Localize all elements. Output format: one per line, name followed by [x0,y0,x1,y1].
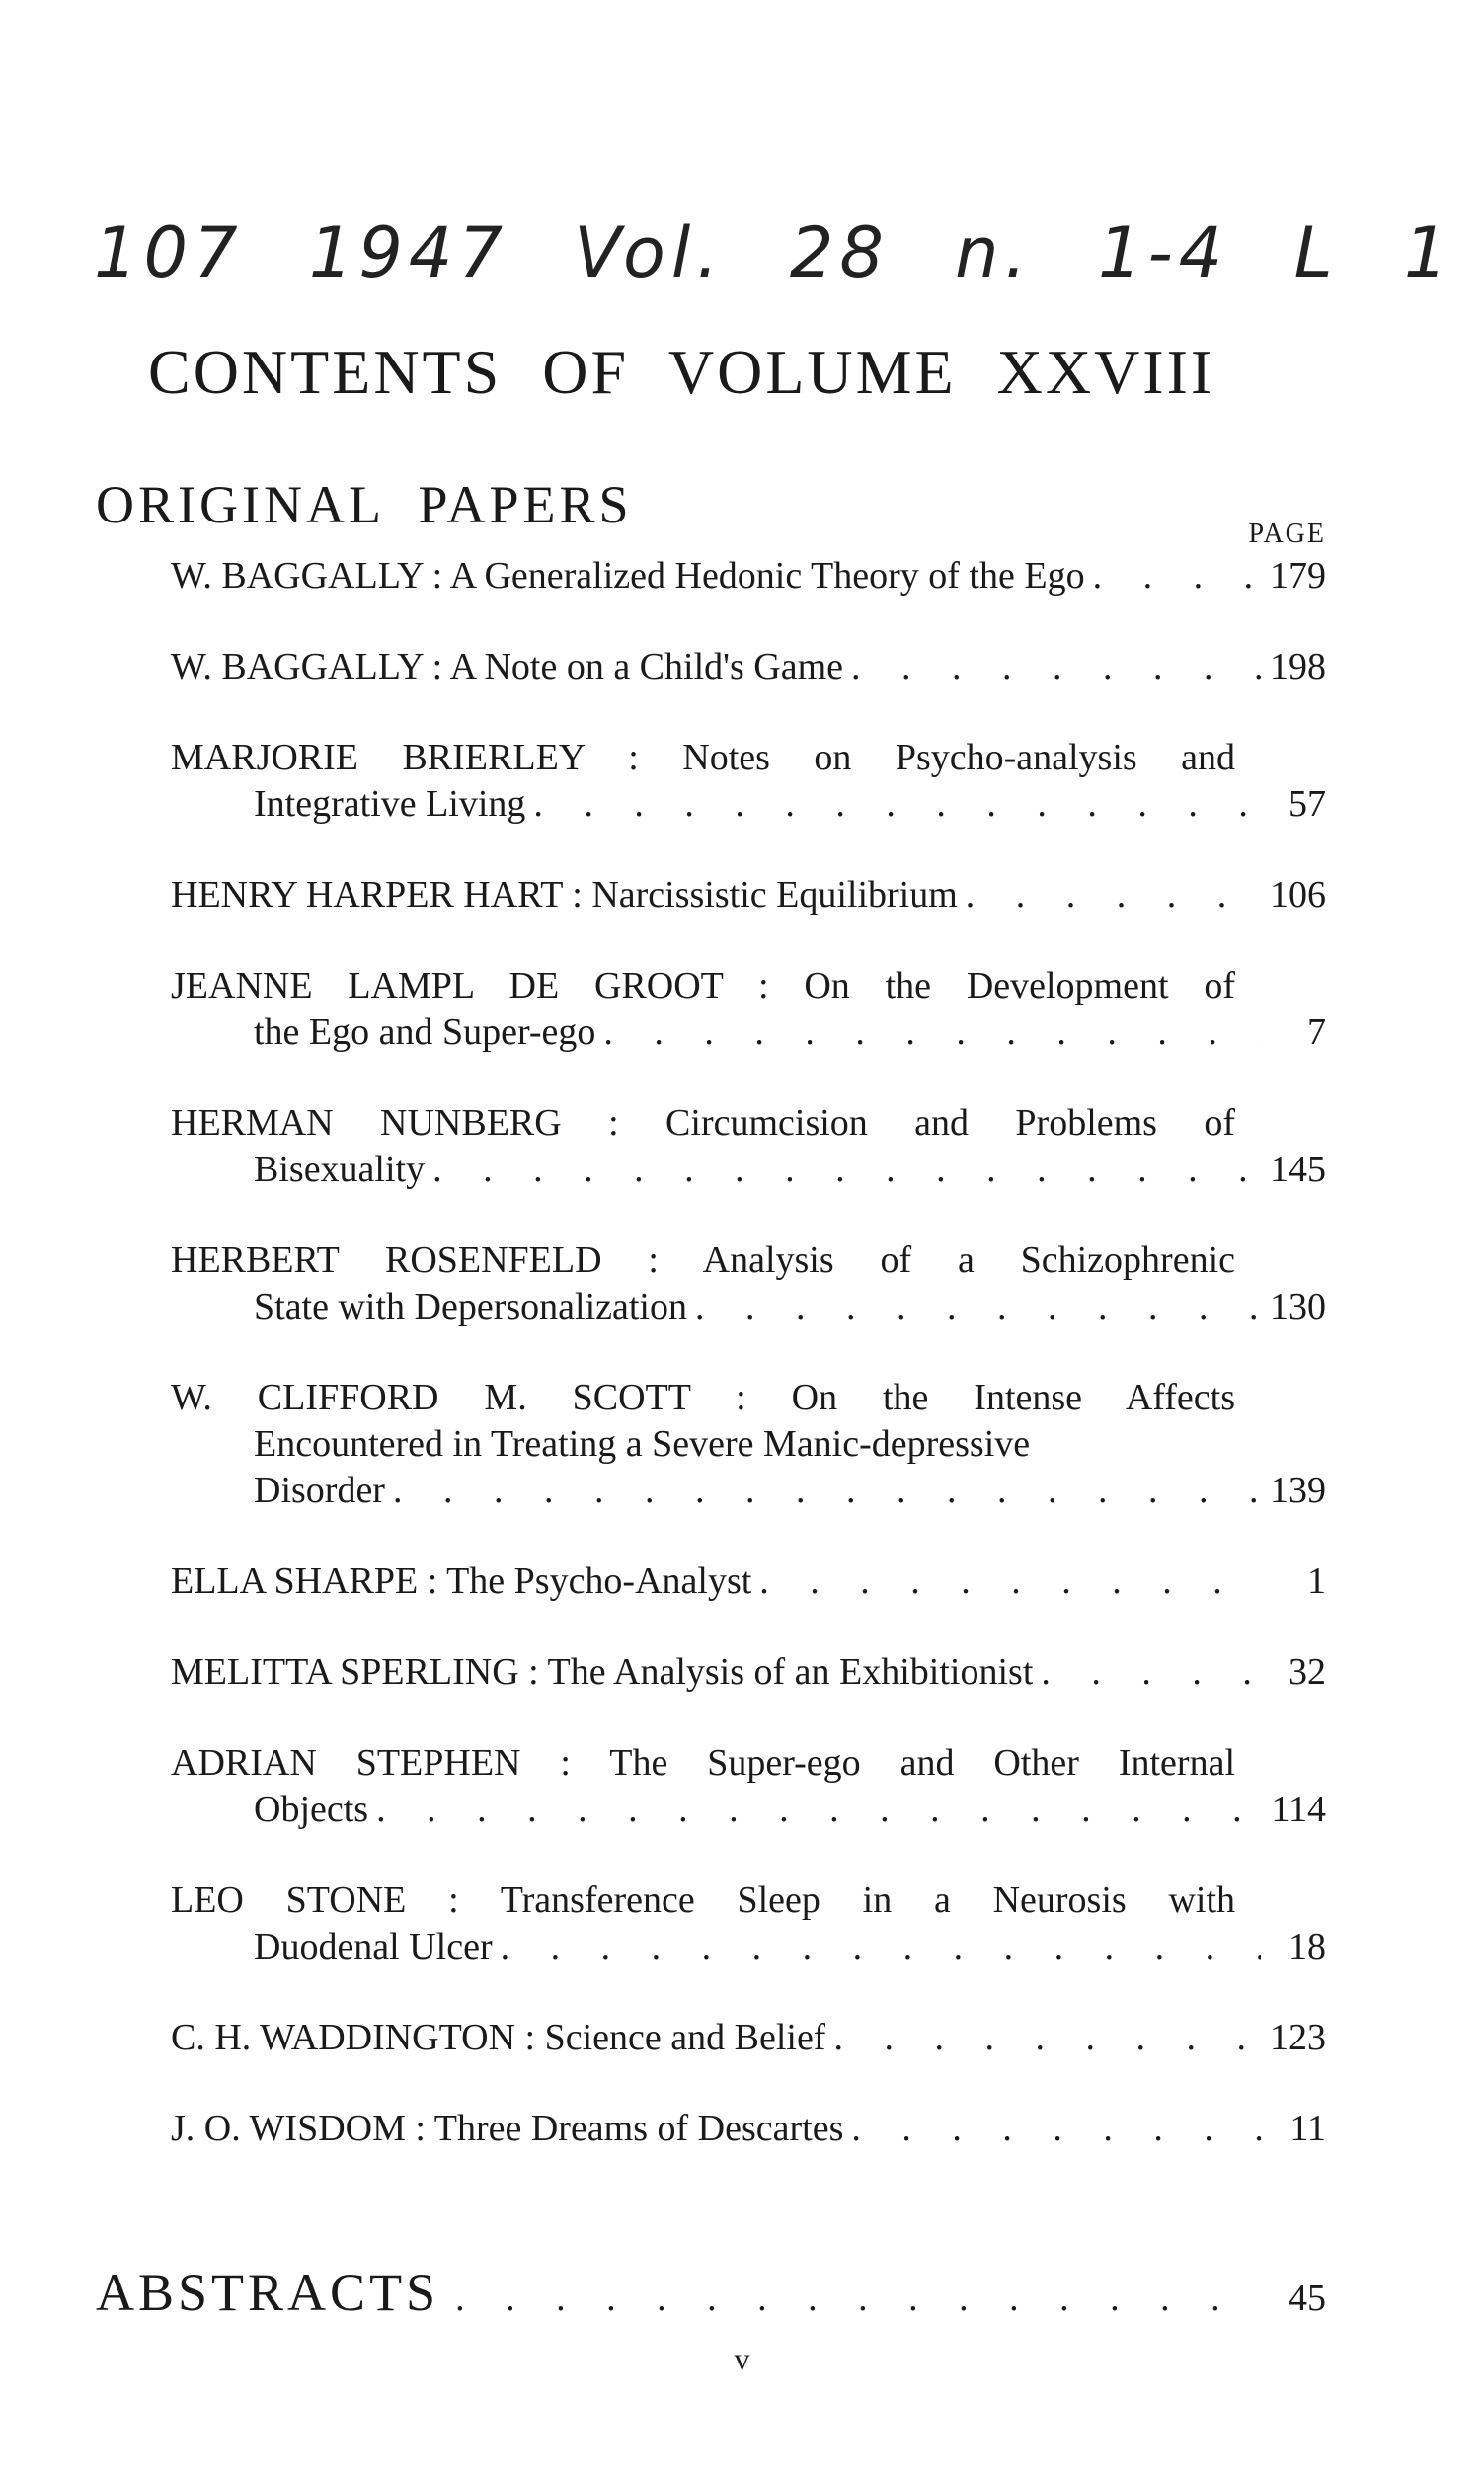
contents-entry [171,1649,1326,1696]
entry-title-continuation: Objects [254,1789,369,1830]
dot-leaders [595,1009,1261,1056]
dot-leaders [843,644,1261,690]
page-folio: v [734,2341,750,2376]
entry-author-title: W. CLIFFORD M. SCOTT : On the Intense Affects [171,1377,1235,1418]
entry-author-title: J. O. WISDOM : Three Dreams of Descartes [171,2108,844,2149]
entry-page-number: 18 [1289,1926,1326,1967]
page-column-label: PAGE [1248,519,1326,549]
entry-title-continuation: Encountered in Treating a Severe Manic-depressive [254,1423,1031,1465]
entry-author-title: C. H. WADDINGTON : Science and Belief [171,2017,826,2058]
entry-author-title: ELLA SHARPE : The Psycho-Analyst [171,1561,752,1602]
dot-leaders [368,1787,1261,1833]
dot-leaders [425,1147,1261,1193]
entry-page-number: 179 [1270,555,1326,597]
entry-page-number: 114 [1271,1789,1326,1830]
dot-leaders [958,872,1261,919]
handwritten-catalog-note: 107 1947 Vol. 28 n. 1-4 L 1 [94,212,1454,293]
entry-page-number: 7 [1307,1011,1326,1053]
dot-leaders [385,1468,1261,1514]
entry-author-title: W. BAGGALLY : A Note on a Child's Game [171,646,844,687]
entry-title-continuation: Bisexuality [254,1149,426,1190]
entry-author-title: MARJORIE BRIERLEY : Notes on Psycho-analysis and [171,737,1235,778]
entry-page-number: 139 [1270,1470,1326,1511]
dot-leaders [825,2015,1261,2061]
entry-page-number: 198 [1270,646,1326,687]
entry-author-title: HENRY HARPER HART : Narcissistic Equilibrium [171,874,958,916]
dot-leaders [525,781,1261,828]
contents-entry [171,1878,1326,1970]
section-heading-original-papers: ORIGINAL PAPERS [96,475,633,534]
dot-leaders [843,2106,1261,2152]
contents-entry [171,963,1326,1056]
abstracts-entry [96,2262,1326,2323]
contents-entry [171,553,1326,600]
entry-page-number: 32 [1289,1651,1326,1693]
contents-list [171,553,1326,2197]
entry-author-title: HERBERT ROSENFELD : Analysis of a Schizophrenic [171,1240,1235,1281]
contents-entry [171,1559,1326,1605]
contents-entry [171,2015,1326,2061]
contents-entry [171,1375,1326,1514]
entry-page-number: 106 [1270,874,1326,916]
contents-entry [171,735,1326,828]
contents-entry [171,2106,1326,2152]
contents-entry [171,1740,1326,1833]
entry-author-title: LEO STONE : Transference Sleep in a Neurosis with [171,1880,1235,1921]
page-title: CONTENTS OF VOLUME XXVIII [148,337,1215,407]
dot-leaders [439,2277,1261,2320]
entry-title-continuation: State with Depersonalization [254,1286,687,1327]
contents-entry [171,1238,1326,1330]
entry-author-title: HERMAN NUNBERG : Circumcision and Problems of [171,1102,1235,1144]
entry-author-title: ADRIAN STEPHEN : The Super-ego and Other Internal [171,1742,1235,1784]
entry-page-number: 1 [1307,1561,1326,1602]
entry-page-number: 145 [1270,1149,1326,1190]
contents-entry [171,644,1326,690]
contents-entry [171,1100,1326,1193]
entry-page-number: 57 [1289,783,1326,825]
entry-author-title: JEANNE LAMPL DE GROOT : On the Development of [171,965,1235,1006]
entry-page-number: 11 [1289,2108,1326,2149]
abstracts-label: ABSTRACTS [96,2263,440,2322]
contents-entry [171,872,1326,919]
dot-leaders [1033,1649,1261,1696]
entry-title-continuation: Integrative Living [254,783,526,825]
entry-title-continuation: Duodenal Ulcer [254,1926,493,1967]
dot-leaders [1085,553,1261,600]
entry-title-continuation: Disorder [254,1470,385,1511]
dot-leaders [493,1924,1261,1970]
entry-author-title: MELITTA SPERLING : The Analysis of an Exhibitionist [171,1651,1034,1693]
entry-title-continuation: the Ego and Super-ego [254,1011,596,1053]
abstracts-page-number: 45 [1289,2278,1326,2319]
dot-leaders [687,1284,1261,1330]
dot-leaders [751,1559,1261,1605]
entry-author-title: W. BAGGALLY : A Generalized Hedonic Theory of the Ego [171,555,1085,597]
entry-page-number: 130 [1270,1286,1326,1327]
entry-page-number: 123 [1270,2017,1326,2058]
